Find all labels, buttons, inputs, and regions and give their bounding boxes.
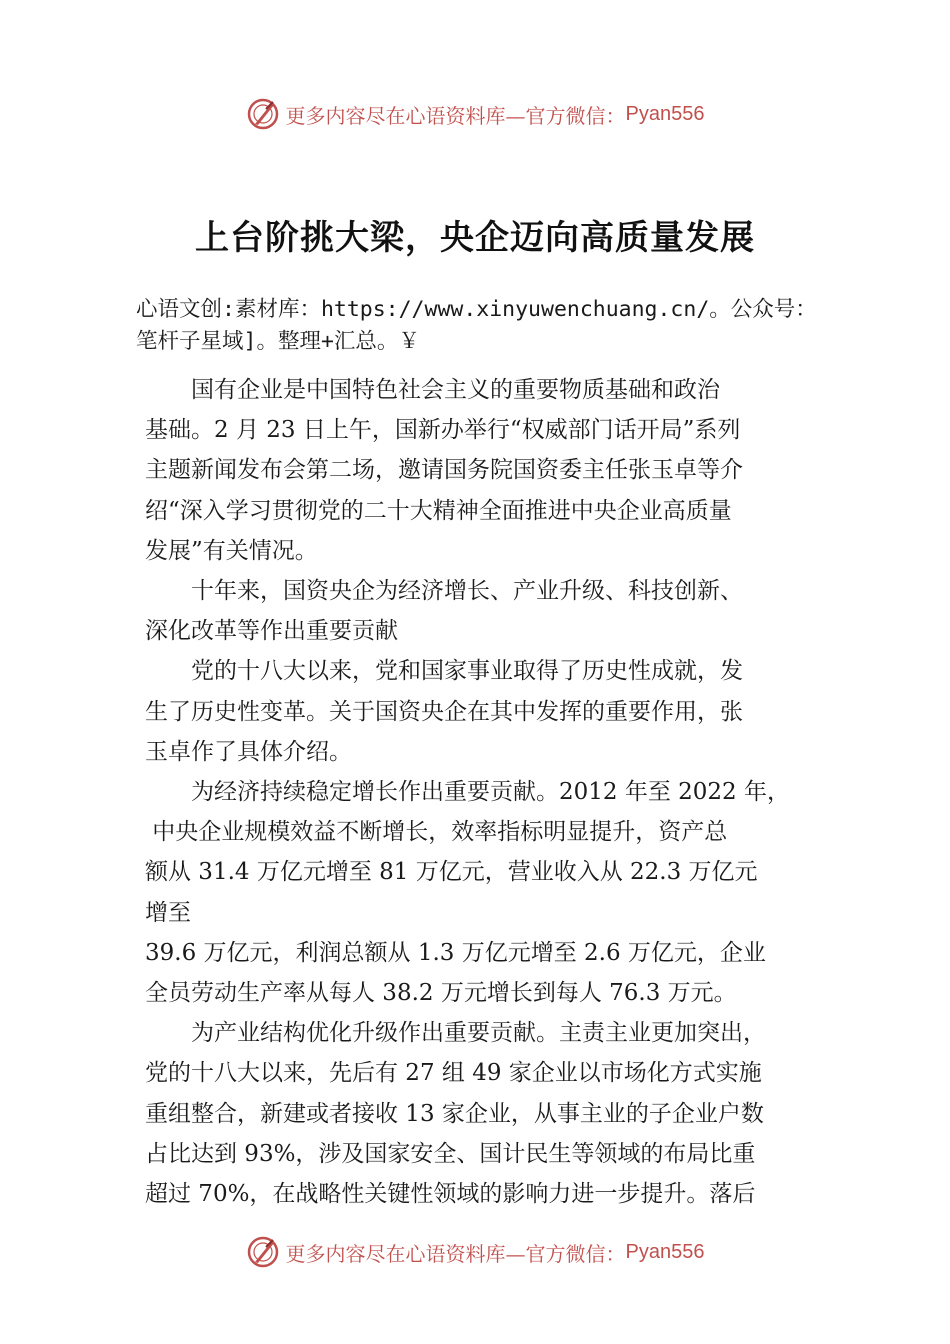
body-line: 发展”有关情况。 [145, 537, 318, 564]
body-line: 中央企业规模效益不断增长，效率指标明显提升，资产总 [145, 819, 728, 846]
watermark-text: 更多内容尽在心语资料库—官方微信： [285, 103, 626, 128]
quill-seal-icon [246, 1235, 280, 1269]
footer-watermark [0, 1232, 950, 1272]
source-note [136, 294, 866, 358]
body-line: 增至 [145, 899, 191, 926]
body-line: 深化改革等作出重要贡献 [145, 618, 398, 645]
header-watermark [0, 94, 950, 134]
document-title: 上台阶挑大梁，央企迈向高质量发展 [195, 218, 755, 258]
body-line: 十年来，国资央企为经济增长、产业升级、科技创新、 [191, 578, 743, 605]
body-line: 党的十八大以来，先后有 27 组 49 家企业以市场化方式实施 [145, 1060, 762, 1087]
wechat-handle: Pyan556 [625, 102, 705, 125]
body-line: 为产业结构优化升级作出重要贡献。主责主业更加突出， [191, 1020, 766, 1047]
body-line: 额从 31.4 万亿元增至 81 万亿元，营业收入从 22.3 万亿元 [145, 859, 758, 886]
body-line: 党的十八大以来，党和国家事业取得了历史性成就，发 [191, 658, 743, 685]
body-line: 绍“深入学习贯彻党的二十大精神全面推进中央企业高质量 [145, 497, 732, 524]
watermark-text: 更多内容尽在心语资料库—官方微信： [285, 1241, 626, 1266]
body-line: 超过 70%，在战略性关键性领域的影响力进一步提升。落后 [145, 1181, 756, 1208]
body-line: 占比达到 93%，涉及国家安全、国计民生等领域的布局比重 [145, 1140, 756, 1167]
wechat-handle: Pyan556 [625, 1240, 705, 1263]
body-line: 国有企业是中国特色社会主义的重要物质基础和政治 [191, 377, 720, 403]
quill-seal-icon [246, 97, 280, 131]
source-line: 笔杆子星域]。整理+汇总。￥ [136, 329, 420, 354]
body-line: 为经济持续稳定增长作出重要贡献。2012 年至 2022 年， [191, 779, 790, 806]
body-line: 基础。2 月 23 日上午，国新办举行“权威部门话开局”系列 [145, 417, 741, 444]
source-line: 心语文创:素材库：https://www.xinyuwenchuang.cn/。公众号： [136, 297, 817, 322]
body-line: 重组整合，新建或者接收 13 家企业，从事主业的子企业户数 [145, 1100, 764, 1127]
article-body [145, 370, 825, 1214]
body-line: 生了历史性变革。关于国资央企在其中发挥的重要作用，张 [145, 698, 743, 725]
body-line: 全员劳动生产率从每人 38.2 万元增长到每人 76.3 万元。 [145, 980, 737, 1007]
body-line: 玉卓作了具体介绍。 [145, 738, 352, 765]
body-line: 主题新闻发布会第二场，邀请国务院国资委主任张玉卓等介 [145, 457, 743, 484]
body-line: 39.6 万亿元，利润总额从 1.3 万亿元增至 2.6 万亿元，企业 [145, 939, 766, 966]
